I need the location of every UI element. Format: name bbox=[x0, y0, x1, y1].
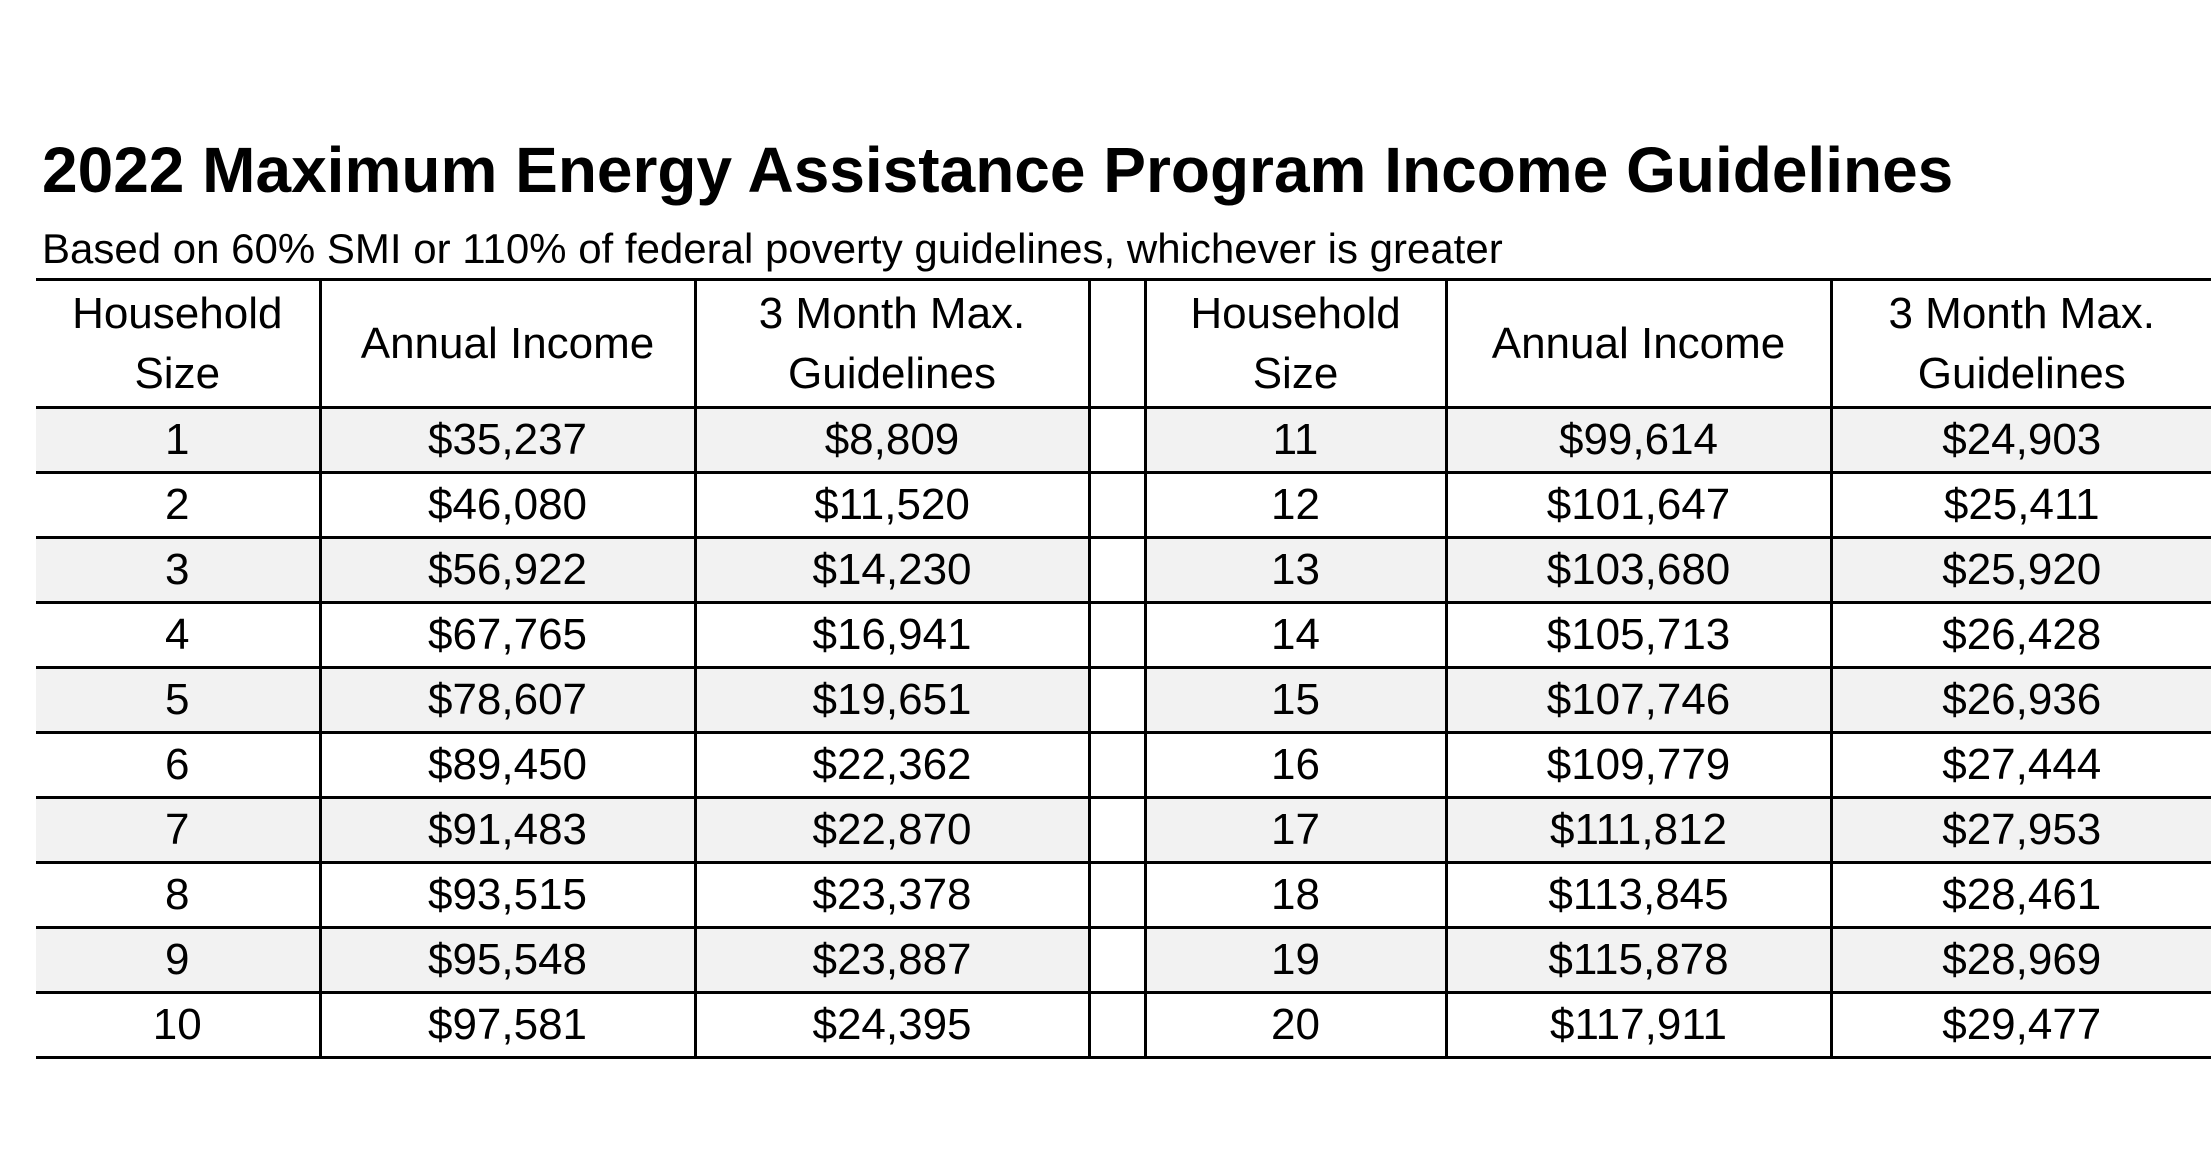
household-size-cell: 18 bbox=[1145, 863, 1446, 928]
three-month-max-cell: $14,230 bbox=[695, 538, 1089, 603]
header-three-month-line2: Guidelines bbox=[788, 348, 996, 398]
annual-income-cell: $115,878 bbox=[1446, 928, 1831, 993]
three-month-max-cell: $22,870 bbox=[695, 798, 1089, 863]
three-month-max-cell: $27,953 bbox=[1831, 798, 2211, 863]
table-row bbox=[36, 668, 2211, 733]
annual-income-cell: $101,647 bbox=[1446, 473, 1831, 538]
header-annual-income-right: Annual Income bbox=[1446, 280, 1831, 408]
household-size-cell: 20 bbox=[1145, 993, 1446, 1058]
three-month-max-cell: $24,903 bbox=[1831, 408, 2211, 473]
table-row bbox=[36, 538, 2211, 603]
table-row bbox=[36, 473, 2211, 538]
annual-income-cell: $35,237 bbox=[320, 408, 695, 473]
three-month-max-cell: $28,461 bbox=[1831, 863, 2211, 928]
household-size-cell: 10 bbox=[36, 993, 320, 1058]
header-three-month-line1: 3 Month Max. bbox=[758, 288, 1026, 338]
table-header-row bbox=[36, 280, 2211, 408]
annual-income-cell: $91,483 bbox=[320, 798, 695, 863]
household-size-cell: 14 bbox=[1145, 603, 1446, 668]
household-size-cell: 11 bbox=[1145, 408, 1446, 473]
annual-income-cell: $93,515 bbox=[320, 863, 695, 928]
header-three-month-right bbox=[1831, 280, 2211, 408]
page-title: 2022 Maximum Energy Assistance Program Income Guidelines bbox=[42, 134, 1954, 206]
household-size-cell: 6 bbox=[36, 733, 320, 798]
spacer-cell bbox=[1089, 733, 1145, 798]
three-month-max-cell: $23,887 bbox=[695, 928, 1089, 993]
spacer-cell bbox=[1089, 863, 1145, 928]
table-body bbox=[36, 408, 2211, 1058]
spacer-cell bbox=[1089, 408, 1145, 473]
three-month-max-cell: $25,411 bbox=[1831, 473, 2211, 538]
spacer-cell bbox=[1089, 538, 1145, 603]
annual-income-cell: $89,450 bbox=[320, 733, 695, 798]
three-month-max-cell: $22,362 bbox=[695, 733, 1089, 798]
table-row bbox=[36, 733, 2211, 798]
annual-income-cell: $78,607 bbox=[320, 668, 695, 733]
spacer-cell bbox=[1089, 928, 1145, 993]
header-spacer bbox=[1089, 280, 1145, 408]
three-month-max-cell: $24,395 bbox=[695, 993, 1089, 1058]
annual-income-cell: $67,765 bbox=[320, 603, 695, 668]
header-household-size-line2: Size bbox=[1252, 348, 1339, 398]
table-row bbox=[36, 928, 2211, 993]
three-month-max-cell: $19,651 bbox=[695, 668, 1089, 733]
header-household-size-left bbox=[36, 280, 320, 408]
household-size-cell: 3 bbox=[36, 538, 320, 603]
household-size-cell: 9 bbox=[36, 928, 320, 993]
three-month-max-cell: $29,477 bbox=[1831, 993, 2211, 1058]
annual-income-cell: $113,845 bbox=[1446, 863, 1831, 928]
annual-income-cell: $111,812 bbox=[1446, 798, 1831, 863]
annual-income-cell: $105,713 bbox=[1446, 603, 1831, 668]
household-size-cell: 15 bbox=[1145, 668, 1446, 733]
three-month-max-cell: $16,941 bbox=[695, 603, 1089, 668]
annual-income-cell: $56,922 bbox=[320, 538, 695, 603]
three-month-max-cell: $11,520 bbox=[695, 473, 1089, 538]
household-size-cell: 1 bbox=[36, 408, 320, 473]
three-month-max-cell: $26,428 bbox=[1831, 603, 2211, 668]
household-size-cell: 7 bbox=[36, 798, 320, 863]
spacer-cell bbox=[1089, 993, 1145, 1058]
spacer-cell bbox=[1089, 798, 1145, 863]
table-row bbox=[36, 408, 2211, 473]
household-size-cell: 13 bbox=[1145, 538, 1446, 603]
header-household-size-right bbox=[1145, 280, 1446, 408]
annual-income-cell: $117,911 bbox=[1446, 993, 1831, 1058]
three-month-max-cell: $23,378 bbox=[695, 863, 1089, 928]
household-size-cell: 16 bbox=[1145, 733, 1446, 798]
income-guidelines-table bbox=[36, 278, 2211, 1059]
three-month-max-cell: $26,936 bbox=[1831, 668, 2211, 733]
header-three-month-left bbox=[695, 280, 1089, 408]
header-annual-income-left: Annual Income bbox=[320, 280, 695, 408]
household-size-cell: 19 bbox=[1145, 928, 1446, 993]
table-row bbox=[36, 603, 2211, 668]
household-size-cell: 8 bbox=[36, 863, 320, 928]
household-size-cell: 4 bbox=[36, 603, 320, 668]
annual-income-cell: $109,779 bbox=[1446, 733, 1831, 798]
header-three-month-line2: Guidelines bbox=[1917, 348, 2126, 398]
header-household-size-line1: Household bbox=[72, 288, 283, 338]
annual-income-cell: $46,080 bbox=[320, 473, 695, 538]
spacer-cell bbox=[1089, 668, 1145, 733]
header-three-month-line1: 3 Month Max. bbox=[1888, 288, 2156, 338]
three-month-max-cell: $25,920 bbox=[1831, 538, 2211, 603]
table-row bbox=[36, 798, 2211, 863]
three-month-max-cell: $27,444 bbox=[1831, 733, 2211, 798]
household-size-cell: 5 bbox=[36, 668, 320, 733]
header-household-size-line2: Size bbox=[134, 348, 221, 398]
spacer-cell bbox=[1089, 603, 1145, 668]
annual-income-cell: $95,548 bbox=[320, 928, 695, 993]
spacer-cell bbox=[1089, 473, 1145, 538]
header-household-size-line1: Household bbox=[1190, 288, 1401, 338]
table-row bbox=[36, 863, 2211, 928]
page-subtitle: Based on 60% SMI or 110% of federal poverty guidelines, whichever is greater bbox=[42, 225, 1503, 272]
annual-income-cell: $99,614 bbox=[1446, 408, 1831, 473]
household-size-cell: 17 bbox=[1145, 798, 1446, 863]
household-size-cell: 2 bbox=[36, 473, 320, 538]
table-row bbox=[36, 993, 2211, 1058]
household-size-cell: 12 bbox=[1145, 473, 1446, 538]
annual-income-cell: $97,581 bbox=[320, 993, 695, 1058]
three-month-max-cell: $8,809 bbox=[695, 408, 1089, 473]
annual-income-cell: $103,680 bbox=[1446, 538, 1831, 603]
annual-income-cell: $107,746 bbox=[1446, 668, 1831, 733]
three-month-max-cell: $28,969 bbox=[1831, 928, 2211, 993]
